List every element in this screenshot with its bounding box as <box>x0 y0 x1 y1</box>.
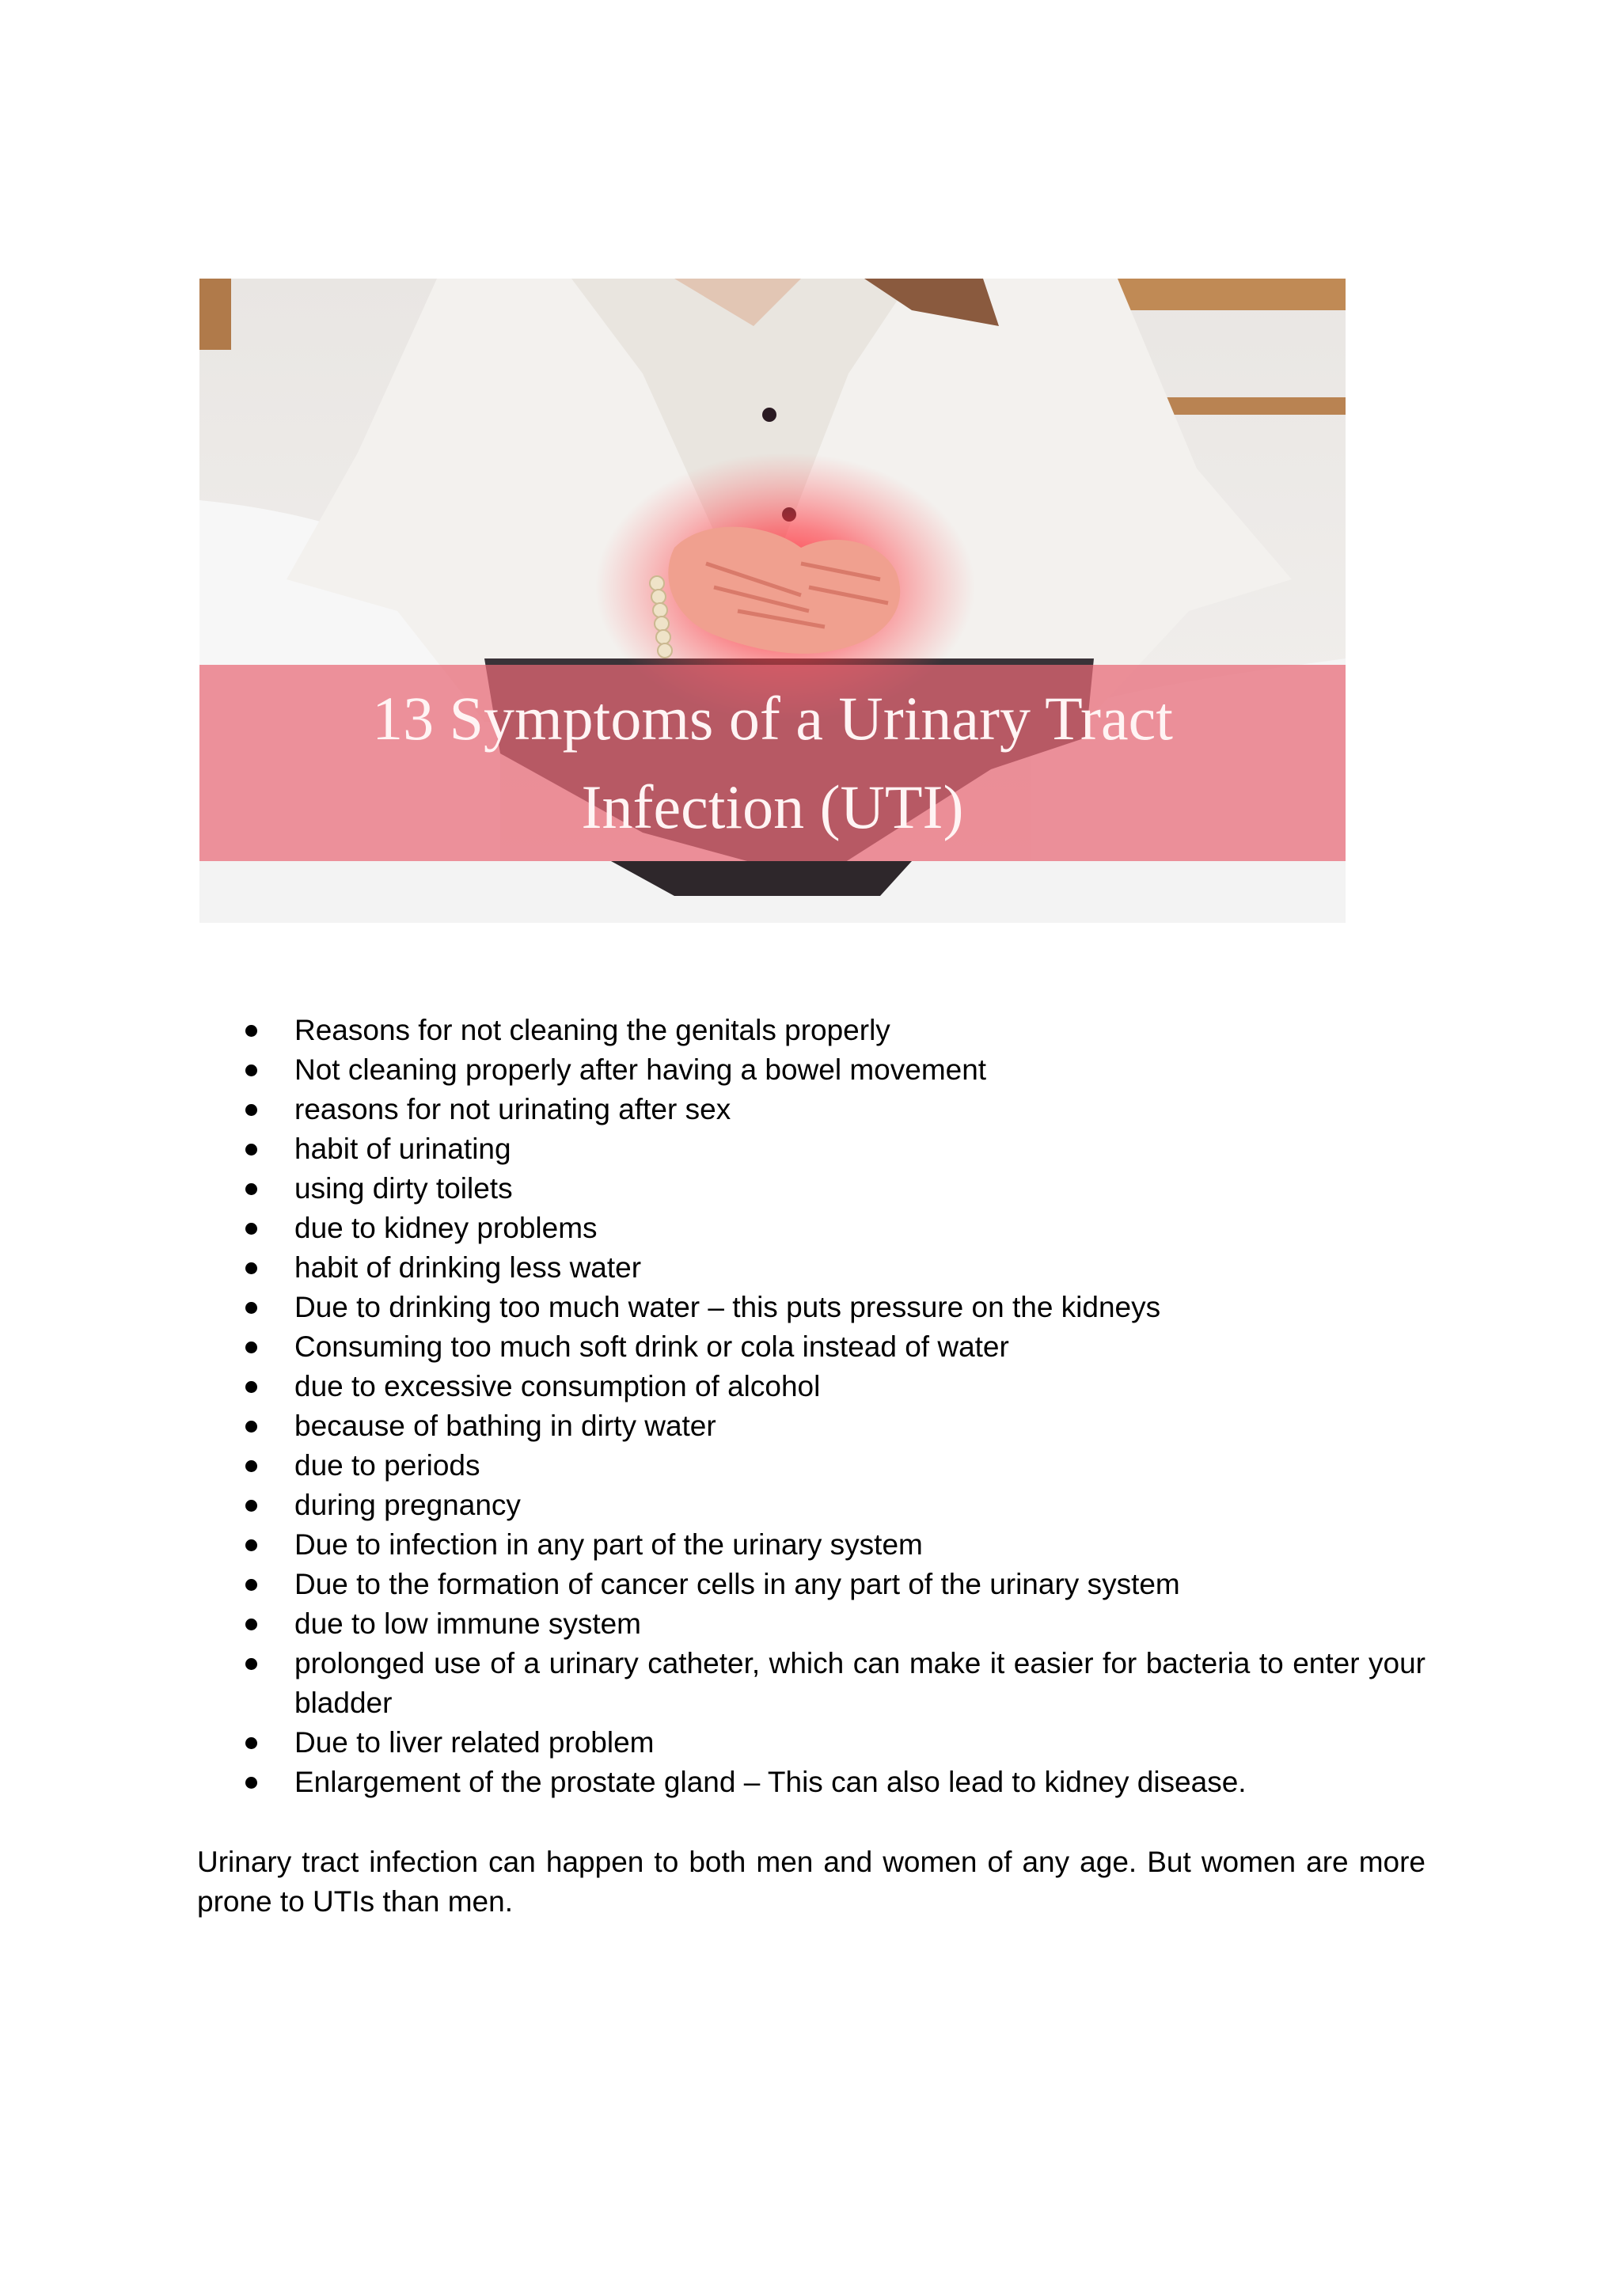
list-item <box>237 1446 1425 1486</box>
list-item <box>237 1011 1425 1050</box>
list-item <box>237 1565 1425 1604</box>
list-item-text: Due to infection in any part of the urinary system <box>294 1528 923 1561</box>
bullet-icon <box>245 1777 257 1789</box>
list-item <box>237 1604 1425 1644</box>
list-item-text: Due to the formation of cancer cells in any part of the urinary system <box>294 1568 1180 1600</box>
list-item-text: habit of urinating <box>294 1133 511 1165</box>
list-item-text: Consuming too much soft drink or cola instead of water <box>294 1330 1009 1363</box>
list-item-text: Not cleaning properly after having a bowel movement <box>294 1053 987 1086</box>
list-item <box>237 1763 1425 1802</box>
list-item-text: Due to liver related problem <box>294 1726 655 1759</box>
list-item <box>237 1090 1425 1129</box>
bullet-icon <box>245 1421 257 1433</box>
list-item <box>237 1486 1425 1525</box>
bullet-icon <box>245 1302 257 1314</box>
bullet-icon <box>245 1262 257 1274</box>
list-item <box>237 1723 1425 1763</box>
list-item <box>237 1209 1425 1248</box>
list-item <box>237 1288 1425 1327</box>
bullet-icon <box>245 1539 257 1551</box>
list-item <box>237 1525 1425 1565</box>
bullet-icon <box>245 1183 257 1195</box>
bullet-icon <box>245 1619 257 1630</box>
uti-causes-list <box>237 1011 1425 1802</box>
bullet-icon <box>245 1658 257 1670</box>
list-item-text: Reasons for not cleaning the genitals properly <box>294 1014 890 1046</box>
list-item-text: using dirty toilets <box>294 1172 513 1205</box>
list-item <box>237 1248 1425 1288</box>
list-item-text: habit of drinking less water <box>294 1251 642 1284</box>
bullet-icon <box>245 1737 257 1749</box>
list-item <box>237 1367 1425 1406</box>
list-item-text: due to kidney problems <box>294 1212 598 1244</box>
list-item <box>237 1327 1425 1367</box>
hero-title-line-1: 13 Symptoms of a Urinary Tract <box>372 684 1173 753</box>
bullet-icon <box>245 1579 257 1591</box>
list-item <box>237 1169 1425 1209</box>
bullet-icon <box>245 1025 257 1037</box>
list-item-text: due to excessive consumption of alcohol <box>294 1370 821 1402</box>
list-item <box>237 1050 1425 1090</box>
list-item <box>237 1129 1425 1169</box>
bullet-icon <box>245 1381 257 1393</box>
list-item <box>237 1406 1425 1446</box>
list-item-text: due to periods <box>294 1449 480 1482</box>
list-item <box>237 1644 1425 1723</box>
bullet-icon <box>245 1500 257 1512</box>
bullet-icon <box>245 1104 257 1116</box>
list-item-text: due to low immune system <box>294 1607 642 1640</box>
bullet-icon <box>245 1460 257 1472</box>
bullet-icon <box>245 1342 257 1353</box>
bullet-icon <box>245 1223 257 1235</box>
closing-paragraph: Urinary tract infection can happen to both men and women of any age. But women are more prone to UTIs than men. <box>197 1846 1425 1918</box>
hero-title-line-2: Infection (UTI) <box>581 772 964 841</box>
bullet-icon <box>245 1065 257 1076</box>
bullet-icon <box>245 1144 257 1156</box>
list-item-text: during pregnancy <box>294 1489 521 1521</box>
list-item-text: reasons for not urinating after sex <box>294 1093 731 1125</box>
list-item-text: Enlargement of the prostate gland – This can also lead to kidney disease. <box>294 1766 1247 1798</box>
hero-title <box>199 665 1346 861</box>
list-item-text: Due to drinking too much water – this puts pressure on the kidneys <box>294 1291 1161 1323</box>
list-item-text: because of bathing in dirty water <box>294 1410 716 1442</box>
list-item-text: prolonged use of a urinary catheter, which can make it easier for bacteria to enter your bladder <box>294 1647 1425 1719</box>
hero-image <box>199 279 1346 923</box>
